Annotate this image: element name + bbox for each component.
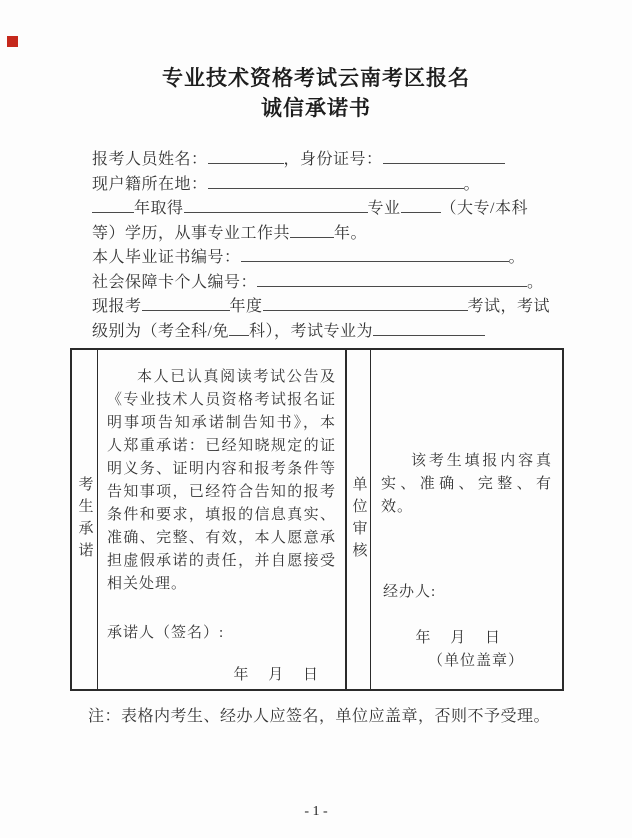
- blank-fill-field: [229, 321, 249, 336]
- blank-fill-field: [208, 149, 284, 164]
- document-title: [0, 0, 632, 124]
- blank-fill-field: [263, 296, 468, 311]
- unit-seal-label: （单位盖章）: [427, 653, 524, 669]
- unit-review-header-cell: [346, 350, 371, 689]
- form-line: [92, 246, 554, 271]
- form-fields-block: [92, 148, 554, 344]
- form-line: [92, 148, 554, 173]
- form-line: [92, 197, 554, 222]
- footer-note: 注：表格内考生、经办人应签名，单位应盖章，否则不予受理。: [88, 708, 551, 725]
- form-line: [92, 173, 554, 198]
- red-corner-mark: [7, 36, 18, 47]
- form-line-text: 社会保障卡个人编号：: [92, 273, 258, 291]
- form-line-text: 本人毕业证书编号：: [92, 249, 241, 266]
- blank-fill-field: [401, 198, 441, 213]
- candidate-commitment-cell: [98, 350, 346, 689]
- form-line-text: （大专/本科: [440, 200, 528, 217]
- commitment-table: [70, 348, 564, 691]
- blank-fill-field: [290, 223, 334, 238]
- unit-review-cell: [371, 350, 562, 689]
- blank-fill-field: [257, 272, 527, 287]
- form-line: [92, 271, 554, 296]
- form-line-text: 。: [463, 175, 481, 193]
- form-line: [92, 222, 554, 247]
- form-line-text: 。: [527, 273, 544, 291]
- candidate-commitment-text: 本人已认真阅读考试公告及《专业技术人员资格考试报名证明事项告知承诺制告知书》，本人郑重承诺：已经知晓规定的证明义务、证明内容和报考条件等告知事项，已经符合告知的报考条件和要求，填报的信息真实、准确、完整、有效，本人愿意承担虚假承诺的责任，并自愿接受相关处理。: [107, 369, 336, 592]
- blank-fill-field: [241, 247, 509, 262]
- page-number: - 1 -: [304, 804, 328, 819]
- blank-fill-field: [142, 296, 230, 311]
- form-line-text: 年。: [334, 224, 368, 242]
- title-line-2: 诚信承诺书: [261, 97, 371, 120]
- candidate-date-line: 年 月 日: [233, 667, 318, 683]
- form-line-text: 年度: [229, 298, 263, 315]
- form-line-text: 现户籍所在地：: [92, 175, 208, 193]
- candidate-signature-label: 承诺人（签名）:: [107, 625, 225, 641]
- form-line-text: 专业: [367, 200, 401, 217]
- form-line-text: 科），考试专业为: [248, 322, 373, 340]
- form-line-text: 年取得: [134, 200, 184, 217]
- blank-fill-field: [184, 198, 368, 213]
- form-line-text: 现报考: [92, 298, 142, 315]
- unit-review-header-label: 单位审核: [350, 475, 367, 564]
- form-line: [92, 295, 554, 320]
- form-line-text: 考试，考试: [467, 298, 551, 315]
- form-line-text: ，身份证号：: [283, 151, 383, 168]
- title-line-1: 专业技术资格考试云南考区报名: [162, 67, 470, 90]
- blank-fill-field: [373, 321, 485, 336]
- form-line-text: 等）学历，从事专业工作共: [92, 224, 291, 242]
- unit-date-line: 年 月 日: [415, 630, 500, 646]
- unit-review-text: 该考生填报内容真实、准确、完整、有效。: [381, 453, 552, 515]
- blank-fill-field: [383, 149, 505, 164]
- form-line: [92, 320, 554, 345]
- blank-fill-field: [92, 198, 134, 213]
- unit-agent-label: 经办人:: [383, 584, 437, 600]
- candidate-commitment-header-cell: [72, 350, 98, 689]
- form-line-text: 级别为（考全科/免: [92, 322, 229, 340]
- form-line-text: 。: [508, 249, 526, 266]
- candidate-commitment-header-label: 考生承诺: [76, 475, 93, 564]
- blank-fill-field: [208, 174, 464, 189]
- form-line-text: 报考人员姓名：: [92, 151, 208, 168]
